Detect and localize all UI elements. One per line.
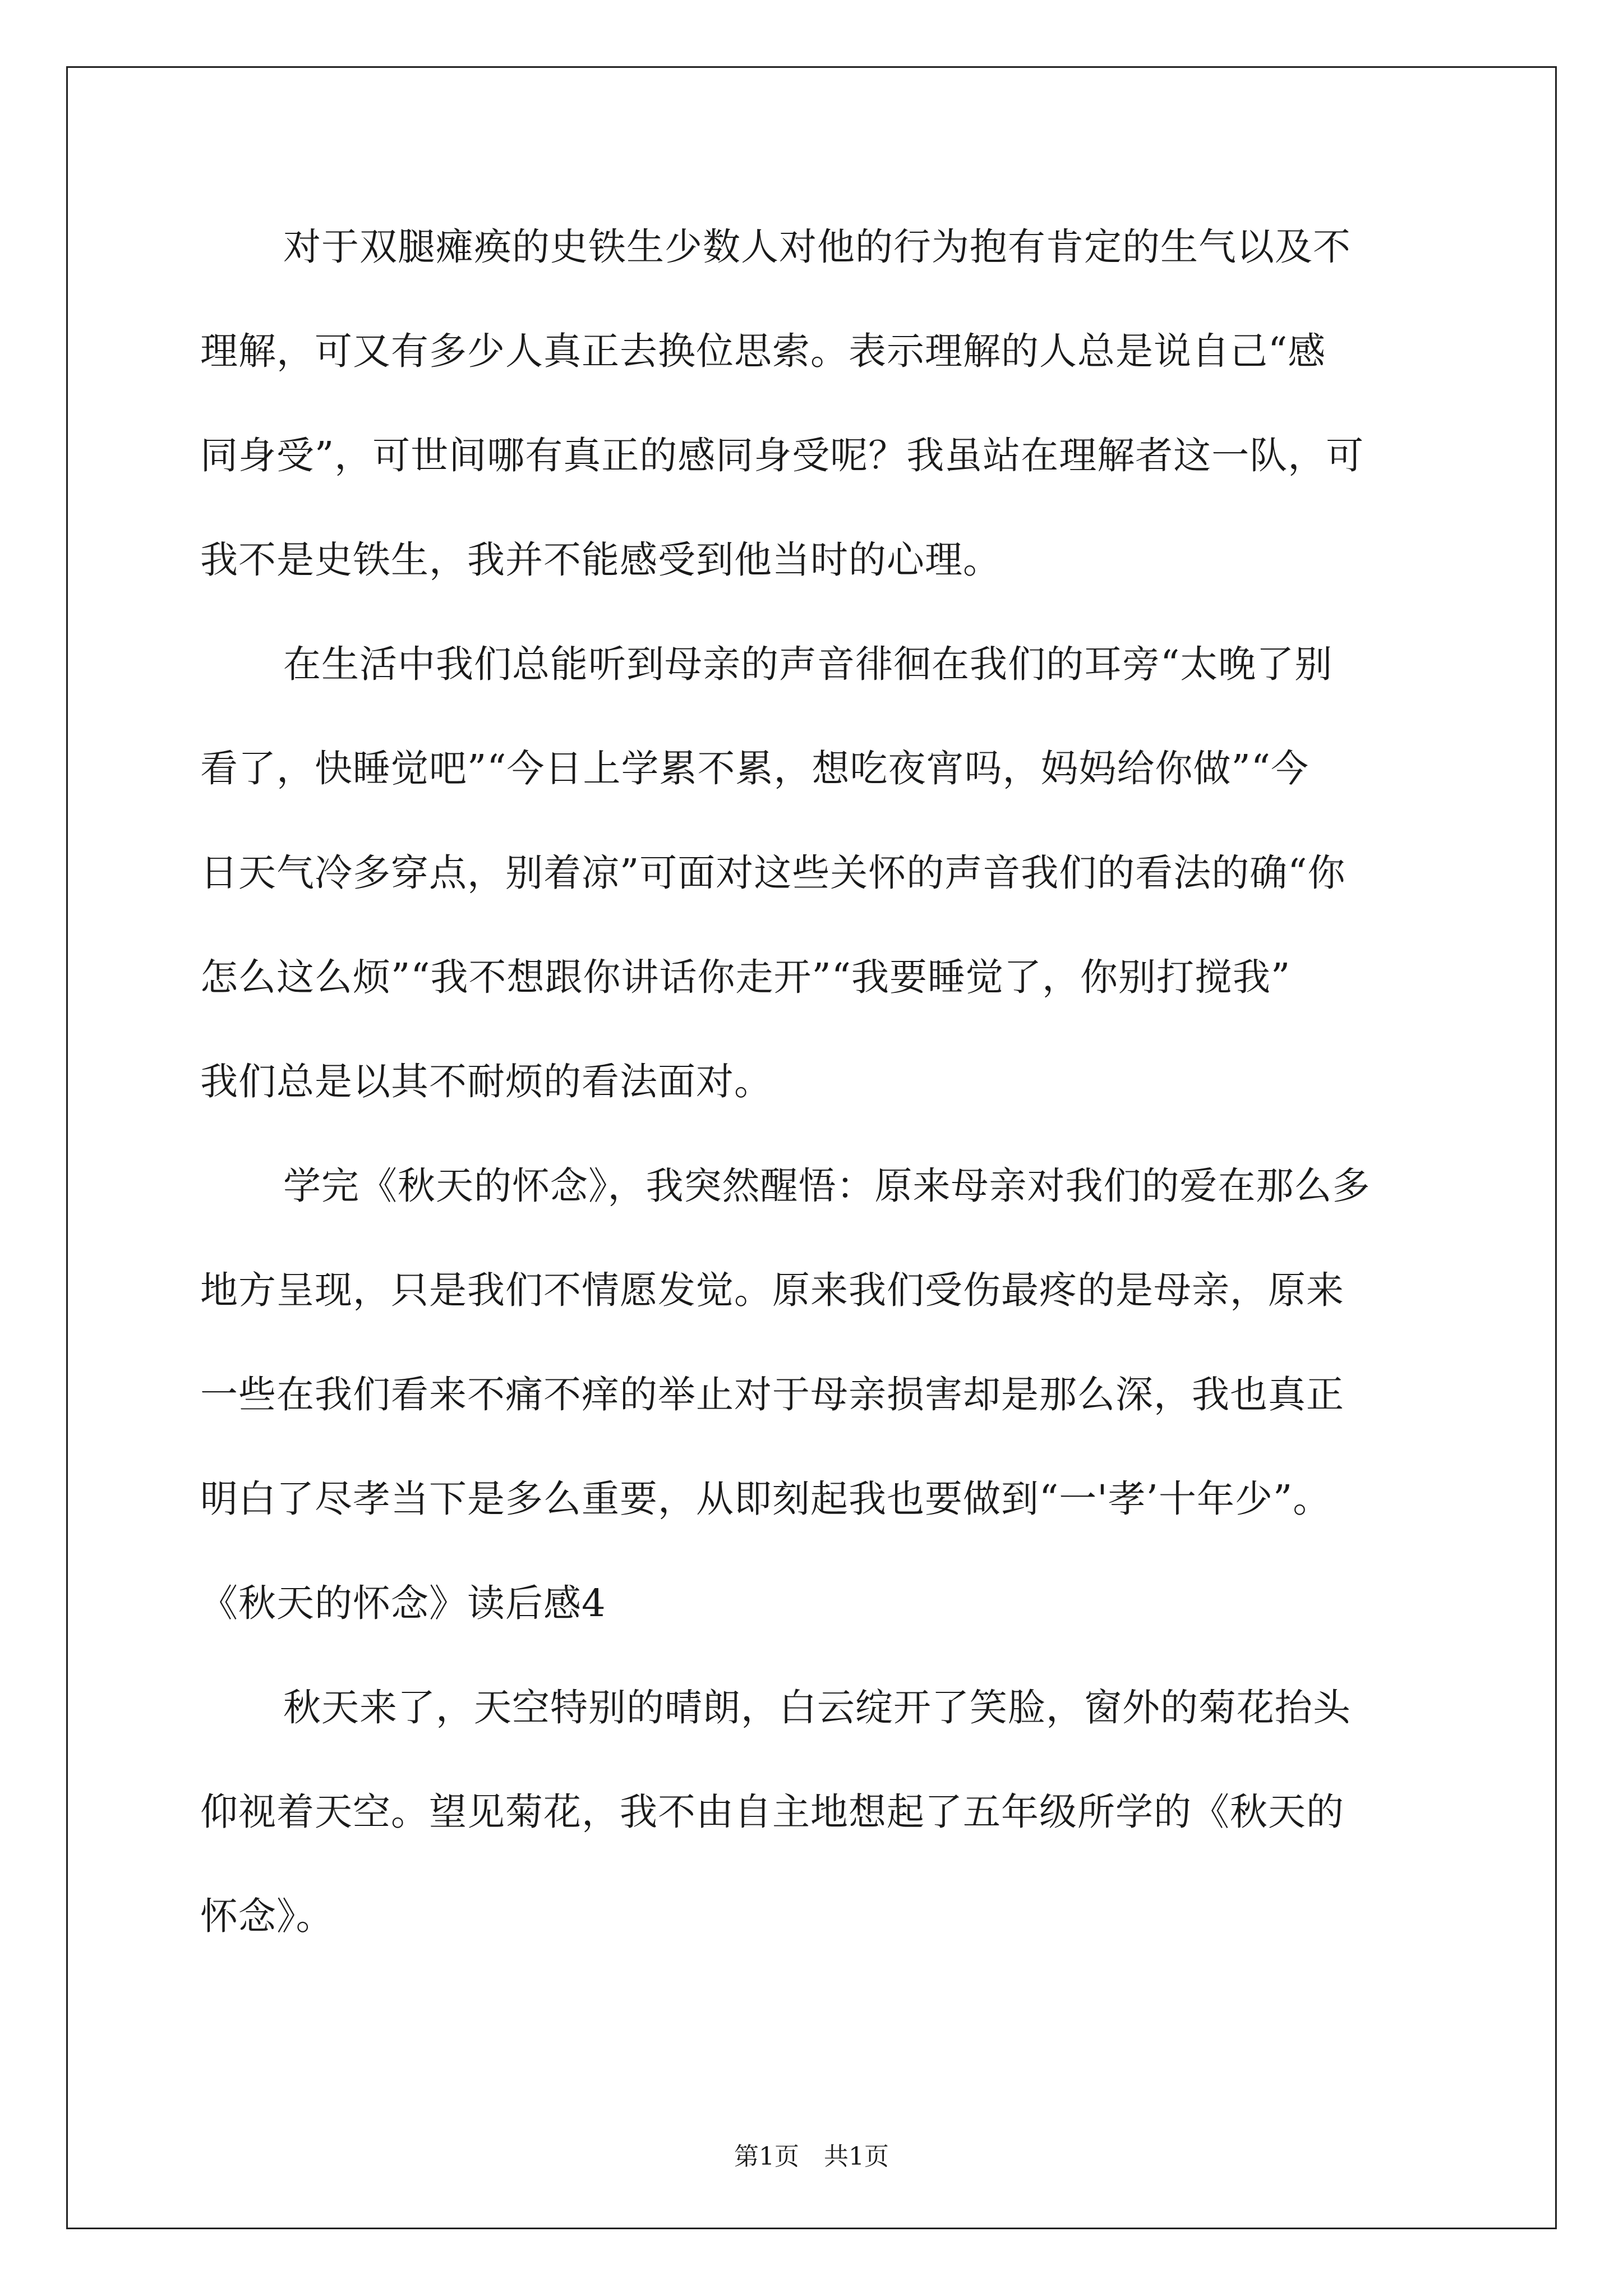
paragraph-4-line-2: 仰视着天空。望见菊花，我不由自主地想起了五年级所学的《秋天的 — [200, 1790, 1344, 1834]
document-body — [200, 213, 1427, 1987]
paragraph-2-line-1: 在生活中我们总能听到母亲的声音徘徊在我们的耳旁“太晚了别 — [283, 642, 1333, 686]
paragraph-2-line-5: 我们总是以其不耐烦的看法面对。 — [200, 1060, 772, 1103]
section-heading: 《秋天的怀念》读后感4 — [200, 1581, 606, 1625]
paragraph-3-line-1: 学完《秋天的怀念》，我突然醒悟：原来母亲对我们的爱在那么多 — [283, 1164, 1371, 1208]
paragraph-3-line-3: 一些在我们看来不痛不痒的举止对于母亲损害却是那么深，我也真正 — [200, 1373, 1344, 1416]
paragraph-1-line-3: 同身受”，可世间哪有真正的感同身受呢？我虽站在理解者这一队，可 — [200, 434, 1364, 477]
paragraph-3-line-2: 地方呈现，只是我们不情愿发觉。原来我们受伤最疼的是母亲，原来 — [200, 1268, 1344, 1312]
paragraph-4-line-1: 秋天来了，天空特别的晴朗，白云绽开了笑脸，窗外的菊花抬头 — [283, 1686, 1351, 1729]
paragraph-1-line-4: 我不是史铁生，我并不能感受到他当时的心理。 — [200, 538, 1001, 582]
page-footer: 第1页 共1页 — [734, 2142, 889, 2171]
paragraph-1-line-1: 对于双腿瘫痪的史铁生少数人对他的行为抱有肯定的生气以及不 — [283, 225, 1351, 269]
paragraph-1-line-2: 理解，可又有多少人真正去换位思索。表示理解的人总是说自己“感 — [200, 329, 1326, 373]
paragraph-2-line-4: 怎么这么烦”“我不想跟你讲话你走开”“我要睡觉了，你别打搅我” — [200, 955, 1291, 999]
paragraph-4-line-3: 怀念》。 — [200, 1894, 334, 1938]
paragraph-2-line-3: 日天气冷多穿点，别着凉”可面对这些关怀的声音我们的看法的确“你 — [200, 851, 1346, 895]
paragraph-3-line-4: 明白了尽孝当下是多么重要，从即刻起我也要做到“一'孝’十年少”。 — [200, 1477, 1331, 1521]
paragraph-2-line-2: 看了，快睡觉吧”“今日上学累不累，想吃夜宵吗，妈妈给你做”“今 — [200, 747, 1310, 790]
